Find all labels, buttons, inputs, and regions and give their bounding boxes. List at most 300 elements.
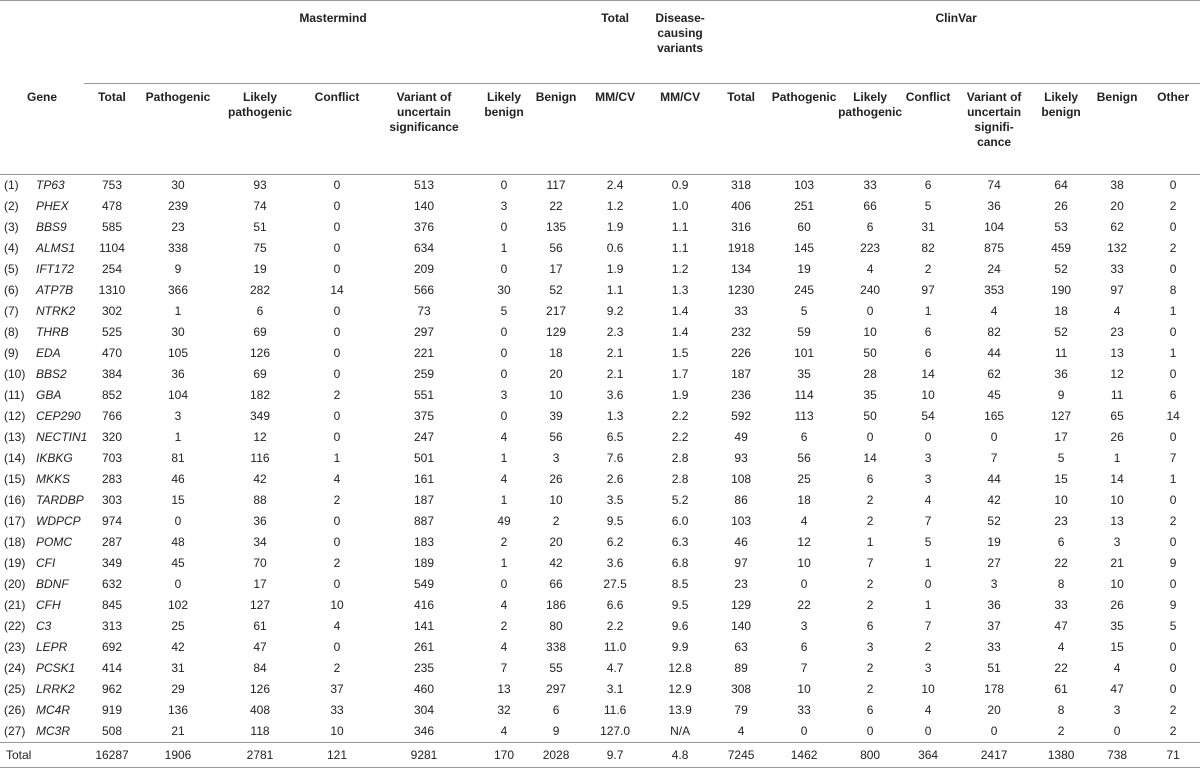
table-cell: 26 <box>549 472 563 486</box>
table-cell: 287 <box>101 535 123 549</box>
table-cell: 887 <box>413 514 435 528</box>
table-cell: 10 <box>863 325 877 339</box>
table-body <box>0 175 1200 768</box>
table-cell: 3.6 <box>606 556 624 570</box>
table-row <box>0 511 1200 532</box>
table-cell: 1.9 <box>671 388 689 402</box>
table-cell: 2.1 <box>606 346 624 360</box>
table-cell: 62 <box>1110 220 1124 234</box>
table-cell: 80 <box>549 619 563 633</box>
table-cell: 82 <box>987 325 1001 339</box>
table-cell: 54 <box>921 409 935 423</box>
table-cell: 0 <box>333 514 341 528</box>
row-number: (15) <box>4 472 26 486</box>
table-cell: 1.1 <box>606 283 624 297</box>
table-cell: 33 <box>330 703 344 717</box>
table-cell: 11 <box>1110 388 1124 402</box>
table-cell: 4 <box>1057 640 1065 654</box>
table-cell: 86 <box>734 493 748 507</box>
table-cell: 634 <box>413 241 435 255</box>
table-cell: 108 <box>731 472 752 486</box>
table-cell: 10 <box>330 724 344 738</box>
table-cell: 2 <box>1057 724 1065 738</box>
table-cell: 97 <box>1110 283 1124 297</box>
gene-name: TARDBP <box>36 493 84 507</box>
table-cell: 0 <box>500 577 508 591</box>
total-cell: 2417 <box>954 743 1034 768</box>
table-cell: 0 <box>1169 661 1177 675</box>
table-cell: 12 <box>253 430 267 444</box>
table-cell: 105 <box>167 346 189 360</box>
total-cell: 4.8 <box>648 743 712 768</box>
table-cell: 26 <box>1054 199 1068 213</box>
total-cell: 1906 <box>140 743 216 768</box>
table-cell: 190 <box>1051 283 1072 297</box>
table-cell: 513 <box>413 178 435 192</box>
table-cell: 232 <box>731 325 752 339</box>
table-row <box>0 196 1200 217</box>
row-number: (6) <box>4 283 19 297</box>
table-cell: 2.3 <box>606 325 624 339</box>
table-cell: 79 <box>734 703 748 717</box>
table-cell: 0 <box>500 367 508 381</box>
table-cell: 2.2 <box>671 409 689 423</box>
table-cell: 4 <box>500 430 508 444</box>
table-row <box>0 385 1200 406</box>
table-cell: 45 <box>987 388 1001 402</box>
table-cell: 42 <box>253 472 267 486</box>
gene-column-header: Gene <box>0 84 84 175</box>
gene-name: IFT172 <box>36 262 75 276</box>
table-cell: 48 <box>171 535 185 549</box>
table-cell: 66 <box>549 577 563 591</box>
table-cell: 33 <box>734 304 748 318</box>
table-cell: 42 <box>549 556 563 570</box>
table-cell: 585 <box>101 220 123 234</box>
table-cell: 6.3 <box>671 535 689 549</box>
table-cell: 126 <box>249 682 271 696</box>
table-cell: 2 <box>1169 514 1177 528</box>
table-cell: 304 <box>413 703 435 717</box>
table-cell: 53 <box>1054 220 1068 234</box>
table-cell: 962 <box>101 682 123 696</box>
table-cell: 2 <box>866 598 874 612</box>
table-cell: 0 <box>1113 724 1121 738</box>
table-cell: 6 <box>866 472 874 486</box>
table-cell: 73 <box>417 304 431 318</box>
table-cell: 5 <box>800 304 808 318</box>
table-cell: 10 <box>921 388 935 402</box>
table-cell: 3 <box>924 661 932 675</box>
table-cell: 845 <box>101 598 123 612</box>
gene-name: MC4R <box>36 703 71 717</box>
table-cell: 1 <box>924 556 932 570</box>
table-cell: 8.5 <box>671 577 689 591</box>
table-cell: 82 <box>921 241 935 255</box>
table-cell: 61 <box>1054 682 1068 696</box>
table-cell: 254 <box>101 262 123 276</box>
gene-name: BBS2 <box>36 367 67 381</box>
table-cell: 52 <box>1054 262 1068 276</box>
table-cell: 6 <box>800 640 808 654</box>
table-cell: 974 <box>101 514 123 528</box>
gene-name: CFI <box>36 556 56 570</box>
table-cell: 226 <box>731 346 752 360</box>
table-cell: 117 <box>546 178 566 192</box>
table-cell: 4 <box>800 514 808 528</box>
table-cell: 3 <box>500 199 508 213</box>
table-cell: 65 <box>1110 409 1124 423</box>
table-cell: 31 <box>921 220 935 234</box>
ratio-total-header: MM/CV <box>582 84 648 175</box>
table-cell: 1310 <box>98 283 126 297</box>
table-cell: 8 <box>1057 703 1065 717</box>
table-cell: 127 <box>249 598 271 612</box>
table-cell: 0 <box>1169 262 1177 276</box>
table-cell: 0 <box>1169 682 1177 696</box>
table-cell: 508 <box>101 724 123 738</box>
table-cell: 17 <box>1054 430 1068 444</box>
total-cell: 364 <box>902 743 954 768</box>
table-row <box>0 448 1200 469</box>
table-cell: 7 <box>1169 451 1177 465</box>
table-cell: 353 <box>984 283 1005 297</box>
table-cell: 6 <box>866 220 874 234</box>
table-cell: 129 <box>731 598 752 612</box>
table-cell: 0 <box>924 430 932 444</box>
table-cell: 93 <box>253 178 267 192</box>
row-number: (2) <box>4 199 19 213</box>
table-cell: 46 <box>171 472 185 486</box>
table-cell: 1230 <box>727 283 755 297</box>
table-cell: 0 <box>1169 325 1177 339</box>
row-number: (3) <box>4 220 19 234</box>
row-number: (22) <box>4 619 26 633</box>
table-cell: 1 <box>1113 451 1121 465</box>
table-cell: 6.5 <box>606 430 624 444</box>
table-cell: 56 <box>797 451 811 465</box>
table-cell: 0 <box>500 178 508 192</box>
table-cell: 4 <box>333 619 341 633</box>
table-cell: 0 <box>333 535 341 549</box>
table-cell: 69 <box>253 325 267 339</box>
table-cell: 3 <box>500 388 508 402</box>
table-row <box>0 595 1200 616</box>
table-cell: 692 <box>101 640 123 654</box>
table-cell: 6 <box>924 178 932 192</box>
table-cell: 1 <box>1169 304 1177 318</box>
table-cell: 3 <box>924 472 932 486</box>
cv-pathogenic-header: Pathogenic <box>770 84 838 175</box>
table-cell: 1.3 <box>671 283 689 297</box>
total-cell: 121 <box>304 743 370 768</box>
table-cell: 35 <box>863 388 877 402</box>
table-cell: 4 <box>500 640 508 654</box>
table-cell: 7 <box>866 556 874 570</box>
total-label: Total <box>0 743 84 768</box>
table-cell: 20 <box>549 367 563 381</box>
total-cell: 9281 <box>370 743 478 768</box>
table-cell: 11 <box>1054 346 1068 360</box>
table-cell: 1 <box>174 430 182 444</box>
row-number: (23) <box>4 640 26 654</box>
table-cell: 2.2 <box>606 619 624 633</box>
cv-other-header: Other <box>1146 84 1200 175</box>
table-cell: 17 <box>549 262 563 276</box>
row-number: (24) <box>4 661 26 675</box>
row-number: (27) <box>4 724 26 738</box>
table-cell: 0 <box>800 724 808 738</box>
table-cell: 0 <box>500 220 508 234</box>
table-cell: 18 <box>549 346 563 360</box>
table-cell: 3 <box>866 640 874 654</box>
gene-name: C3 <box>36 619 52 633</box>
table-cell: 9 <box>1169 598 1177 612</box>
table-cell: 63 <box>734 640 748 654</box>
table-cell: 2 <box>552 514 560 528</box>
table-cell: 97 <box>921 283 935 297</box>
table-cell: 44 <box>987 346 1001 360</box>
table-cell: 0 <box>500 346 508 360</box>
mm-pathogenic-header: Pathogenic <box>140 84 216 175</box>
table-cell: 9.2 <box>606 304 624 318</box>
table-cell: 349 <box>249 409 271 423</box>
table-cell: 1.9 <box>606 220 624 234</box>
table-cell: 1918 <box>727 241 755 255</box>
table-cell: 0 <box>1169 367 1177 381</box>
table-cell: 4 <box>333 472 341 486</box>
table-cell: 20 <box>549 535 563 549</box>
table-cell: 116 <box>250 451 270 465</box>
table-cell: 1.3 <box>606 409 624 423</box>
table-cell: 22 <box>797 598 811 612</box>
table-cell: 74 <box>987 178 1001 192</box>
gene-name: MC3R <box>36 724 71 738</box>
table-cell: 61 <box>253 619 267 633</box>
table-cell: 32 <box>497 703 511 717</box>
ratio-disease-header: MM/CV <box>648 84 712 175</box>
table-cell: 2 <box>924 640 932 654</box>
table-cell: 3 <box>990 577 998 591</box>
table-row <box>0 238 1200 259</box>
table-cell: 1 <box>500 451 508 465</box>
table-cell: 20 <box>1110 199 1124 213</box>
row-number: (7) <box>4 304 19 318</box>
table-cell: 0 <box>1169 577 1177 591</box>
table-cell: 45 <box>171 556 185 570</box>
table-cell: 6 <box>1169 388 1177 402</box>
table-cell: 459 <box>1051 241 1072 255</box>
table-cell: 235 <box>413 661 435 675</box>
table-cell: 4 <box>500 472 508 486</box>
table-cell: 178 <box>984 682 1005 696</box>
table-cell: 26 <box>1110 430 1124 444</box>
table-cell: 127.0 <box>600 724 631 738</box>
table-cell: 6 <box>552 703 560 717</box>
table-row <box>0 322 1200 343</box>
row-number: (20) <box>4 577 26 591</box>
table-cell: 338 <box>546 640 567 654</box>
table-row <box>0 469 1200 490</box>
table-cell: 19 <box>253 262 267 276</box>
gene-name: CEP290 <box>36 409 81 423</box>
table-cell: 460 <box>413 682 435 696</box>
gene-name: LRRK2 <box>36 682 75 696</box>
table-cell: 0 <box>333 409 341 423</box>
table-cell: 13.9 <box>668 703 692 717</box>
table-cell: 134 <box>731 262 752 276</box>
table-cell: 0 <box>924 577 932 591</box>
table-cell: 102 <box>167 598 189 612</box>
table-row <box>0 490 1200 511</box>
gene-name: THRB <box>36 325 69 339</box>
table-cell: 30 <box>497 283 511 297</box>
table-cell: 303 <box>101 493 123 507</box>
table-cell: 346 <box>413 724 435 738</box>
total-cell: 1380 <box>1034 743 1088 768</box>
table-cell: 318 <box>731 178 752 192</box>
row-number: (16) <box>4 493 26 507</box>
row-number: (13) <box>4 430 26 444</box>
row-number: (26) <box>4 703 26 717</box>
table-cell: 118 <box>250 724 270 738</box>
table-cell: 9.9 <box>671 640 689 654</box>
table-cell: 6 <box>866 619 874 633</box>
gene-name: EDA <box>36 346 61 360</box>
table-cell: 36 <box>253 514 267 528</box>
total-cell: 7245 <box>712 743 770 768</box>
table-cell: 4 <box>500 724 508 738</box>
table-cell: 0 <box>1169 220 1177 234</box>
mm-vus-header: Variant of uncertain significance <box>370 84 478 175</box>
table-cell: 15 <box>1054 472 1068 486</box>
table-cell: 0 <box>174 514 182 528</box>
table-cell: 4 <box>990 304 998 318</box>
table-cell: 313 <box>101 619 123 633</box>
disease-causing-group-header: Disease- causing variants <box>648 1 712 84</box>
table-cell: 24 <box>987 262 1001 276</box>
table-cell: 44 <box>987 472 1001 486</box>
table-row <box>0 700 1200 721</box>
table-cell: 0 <box>1169 493 1177 507</box>
table-cell: 2.8 <box>671 451 689 465</box>
table-cell: 1 <box>1169 472 1177 486</box>
table-cell: 0 <box>333 346 341 360</box>
header-group-row <box>0 1 1200 84</box>
table-cell: 5.2 <box>671 493 689 507</box>
table-cell: 7 <box>990 451 998 465</box>
table-cell: 36 <box>171 367 185 381</box>
gene-name: BBS9 <box>36 220 67 234</box>
table-cell: 5 <box>500 304 508 318</box>
table-cell: 414 <box>101 661 123 675</box>
table-cell: 2 <box>866 577 874 591</box>
table-cell: 21 <box>171 724 185 738</box>
table-cell: 1 <box>333 451 341 465</box>
table-cell: 39 <box>549 409 563 423</box>
row-number: (21) <box>4 598 26 612</box>
table-cell: 2.4 <box>606 178 624 192</box>
cv-conflict-header: Conflict <box>902 84 954 175</box>
mm-conflict-header: Conflict <box>304 84 370 175</box>
table-cell: 4 <box>924 703 932 717</box>
table-cell: 7 <box>500 661 508 675</box>
table-cell: 47 <box>253 640 267 654</box>
table-cell: 592 <box>731 409 752 423</box>
table-cell: 126 <box>249 346 271 360</box>
table-cell: N/A <box>670 724 691 738</box>
table-cell: 221 <box>413 346 435 360</box>
table-cell: 55 <box>549 661 563 675</box>
table-row <box>0 280 1200 301</box>
table-cell: 376 <box>413 220 435 234</box>
table-row <box>0 217 1200 238</box>
gene-name: BDNF <box>36 577 69 591</box>
gene-name: PHEX <box>36 199 69 213</box>
table-cell: 0 <box>866 430 874 444</box>
table-cell: 0 <box>333 577 341 591</box>
table-cell: 11.6 <box>603 703 627 717</box>
row-number: (10) <box>4 367 26 381</box>
total-cell: 800 <box>838 743 902 768</box>
table-cell: 1 <box>866 535 874 549</box>
table-cell: 6.0 <box>671 514 689 528</box>
table-cell: 22 <box>1054 661 1068 675</box>
table-cell: 7.6 <box>606 451 624 465</box>
gene-name: ATP7B <box>36 283 74 297</box>
table-cell: 282 <box>249 283 271 297</box>
table-cell: 1.2 <box>606 199 624 213</box>
table-cell: 12 <box>1110 367 1124 381</box>
table-cell: 60 <box>797 220 811 234</box>
table-cell: 7 <box>924 619 932 633</box>
table-cell: 551 <box>413 388 435 402</box>
table-cell: 2 <box>866 661 874 675</box>
table-cell: 7 <box>800 661 808 675</box>
table-cell: 50 <box>863 346 877 360</box>
table-cell: 2 <box>866 493 874 507</box>
table-cell: 165 <box>984 409 1005 423</box>
table-cell: 38 <box>1110 178 1124 192</box>
table-cell: 56 <box>549 241 563 255</box>
table-cell: 74 <box>253 199 267 213</box>
table-cell: 3 <box>174 409 182 423</box>
table-cell: 14 <box>1166 409 1180 423</box>
table-row <box>0 658 1200 679</box>
table-cell: 15 <box>1110 640 1124 654</box>
table-row <box>0 427 1200 448</box>
table-cell: 37 <box>987 619 1001 633</box>
row-number: (4) <box>4 241 19 255</box>
table-cell: 13 <box>497 682 511 696</box>
table-cell: 703 <box>101 451 123 465</box>
table-row <box>0 301 1200 322</box>
table-cell: 93 <box>734 451 748 465</box>
table-cell: 33 <box>797 703 811 717</box>
table-cell: 0 <box>333 241 341 255</box>
table-cell: 0 <box>333 430 341 444</box>
table-cell: 0.9 <box>671 178 689 192</box>
table-cell: 408 <box>249 703 271 717</box>
table-cell: 34 <box>253 535 267 549</box>
gene-name: ALMS1 <box>36 241 76 255</box>
table-cell: 5 <box>924 199 932 213</box>
table-cell: 0 <box>500 409 508 423</box>
table-cell: 59 <box>797 325 811 339</box>
total-cell: 738 <box>1088 743 1146 768</box>
table-cell: 14 <box>921 367 935 381</box>
table-cell: 0 <box>333 262 341 276</box>
